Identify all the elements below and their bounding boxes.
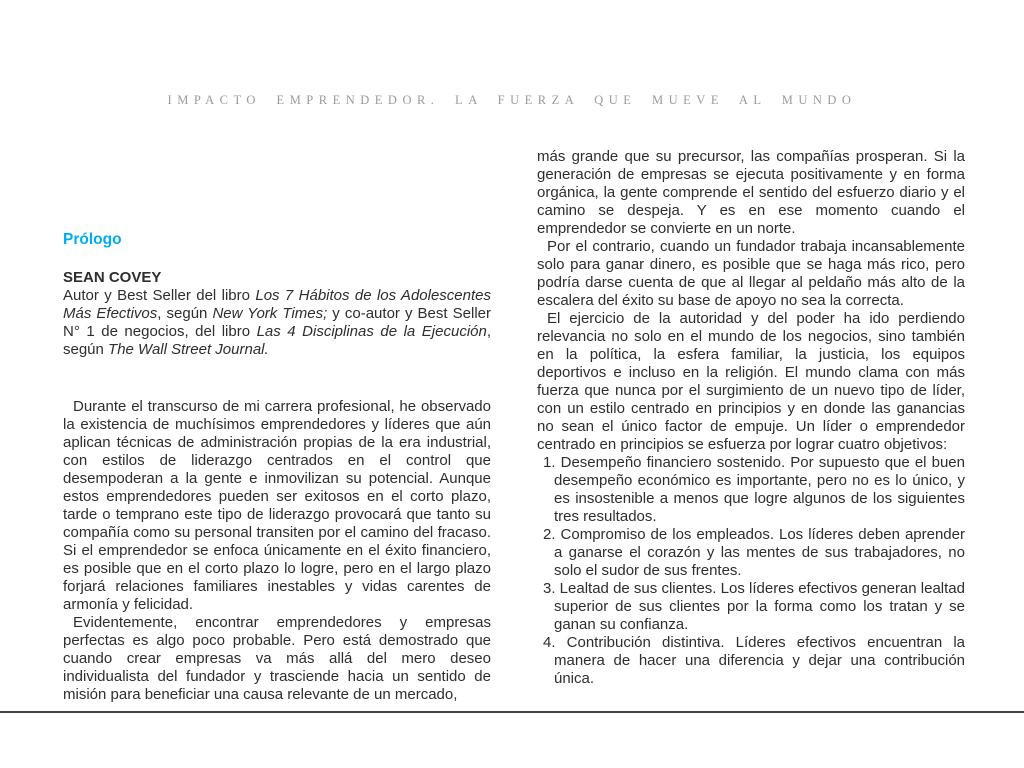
left-column	[63, 231, 491, 704]
bio-segment: Autor y Best Seller del libro	[63, 287, 256, 304]
objective-item: 2. Compromiso de los empleados. Los líderes deben aprender a ganarse el corazón y las mentes de sus trabajadores, no solo el sudor de sus frentes.	[543, 526, 965, 579]
paragraph: más grande que su precursor, las compañías prosperan. Si la generación de empresas se ejecuta positivamente y en forma orgánica, la gente comprende el sentido del esfuerzo diario y el camino se despeja. Y es en ese momento cuando el emprendedor se convierte en un norte.	[537, 148, 965, 237]
running-header: IMPACTO EMPRENDEDOR. LA FUERZA QUE MUEVE AL MUNDO	[167, 93, 857, 107]
paragraph: El ejercicio de la autoridad y del poder ha ido perdiendo relevancia no solo en el mundo de los negocios, sino también en la política, la esfera familiar, la justicia, los equipos deportivos e incluso en la religión. El mundo clama con más fuerza que nunca por el surgimiento de un nuevo tipo de líder, con un estilo centrado en principios y en donde las ganancias no sean el único factor de empuje. Un líder o emprendedor centrado en principios se esfuerza por lograr cuatro objetivos:	[537, 310, 965, 453]
page-bottom-rule	[0, 711, 1024, 713]
author-name: SEAN COVEY	[63, 269, 162, 286]
bio-publication: New York Times;	[212, 305, 328, 322]
bio-segment: y co-autor y Best Seller N° 1 de negocios, del libro	[63, 305, 491, 340]
author-bio	[63, 287, 491, 359]
objectives-list	[537, 454, 965, 688]
paragraph: Por el contrario, cuando un fundador trabaja incansablemente solo para ganar dinero, es posible que se haga más rico, pero podría darse cuenta de que al llegar al peldaño más alto de la escalera del éxito su base de apoyo no sea la correcta.	[537, 238, 965, 309]
objective-item: 3. Lealtad de sus clientes. Los líderes efectivos generan lealtad superior de sus clientes por la forma como los tratan y se ganan su confianza.	[543, 580, 965, 633]
bio-book-title: Los 7 Hábitos de los Adolescentes Más Efectivos	[63, 287, 491, 322]
objective-item: 4. Contribución distintiva. Líderes efectivos encuentran la manera de hacer una diferencia y dejar una contribución única.	[543, 634, 965, 687]
bio-segment: , según	[63, 323, 492, 358]
paragraph: Durante el transcurso de mi carrera profesional, he observado la existencia de muchísimos emprendedores y líderes que aún aplican técnicas de administración propias de la era industrial, con estilos de liderazgo centrados en el control que desempoderan a la gente e inmovilizan su potencial. Aunque estos emprendedores pueden ser exitosos en el corto plazo, tarde o temprano este tipo de liderazgo provocará que tanto su compañía como su personal transiten por el camino del fracaso. Si el emprendedor se enfoca únicamente en el éxito financiero, es posible que en el corto plazo lo logre, pero en el largo plazo forjará relaciones familiares inestables y vidas carentes de armonía y felicidad.	[63, 398, 491, 613]
section-title: Prólogo	[63, 231, 122, 248]
bio-book-title: Las 4 Disciplinas de la Ejecución	[256, 323, 487, 340]
bio-segment: , según	[157, 305, 213, 322]
right-column	[537, 148, 965, 688]
bio-publication: The Wall Street Journal.	[108, 341, 269, 358]
objective-item: 1. Desempeño financiero sostenido. Por supuesto que el buen desempeño económico es importante, pero no es lo único, y es insostenible a menos que logre algunos de los siguientes tres resultados.	[543, 454, 965, 525]
paragraph: Evidentemente, encontrar emprendedores y empresas perfectas es algo poco probable. Pero está demostrado que cuando crear empresas va más allá del mero deseo individualista del fundador y trasciende hacia un sentido de misión para beneficiar una causa relevante de un mercado,	[63, 614, 491, 703]
